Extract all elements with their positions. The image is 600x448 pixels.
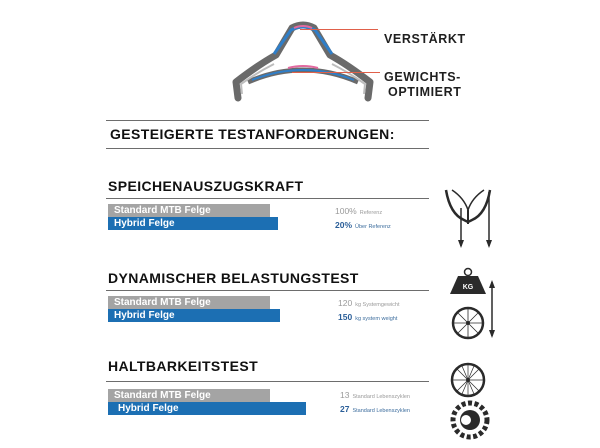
label-optimiert: OPTIMIERT <box>388 85 462 99</box>
section-rule-pullout <box>106 198 429 199</box>
value-label <box>338 298 400 311</box>
connector-line-top <box>300 29 378 30</box>
bar: Standard MTB Felge <box>108 204 270 217</box>
value-number: 27 <box>340 404 350 414</box>
label-gewichts: GEWICHTS- <box>384 70 461 84</box>
bar: Hybrid Felge <box>108 217 278 230</box>
value-number: 20% <box>335 220 353 230</box>
value-number: 13 <box>340 390 350 400</box>
section-rule-durability <box>106 381 429 382</box>
value-unit: Standard Lebenszyklen <box>352 408 410 414</box>
bar: Standard MTB Felge <box>108 296 270 309</box>
connector-line-bottom <box>292 72 380 73</box>
page-title: GESTEIGERTE TESTANFORDERUNGEN: <box>110 126 395 142</box>
durability-wheels-icon <box>446 360 496 442</box>
weight-on-wheel-icon <box>448 266 500 342</box>
value-number: 150 <box>338 312 353 322</box>
value-label <box>338 312 397 325</box>
bar: Standard MTB Felge <box>108 389 270 402</box>
section-rule-dynamic <box>106 290 429 291</box>
value-unit: Standard Lebenszyklen <box>352 394 410 400</box>
label-verstaerkt: VERSTÄRKT <box>384 32 466 46</box>
value-label <box>340 404 410 417</box>
kg-label: KG <box>462 284 474 291</box>
section-title-dynamic: DYNAMISCHER BELASTUNGSTEST <box>108 270 359 286</box>
top-rule <box>106 120 429 121</box>
title-rule <box>106 148 429 149</box>
value-label <box>335 206 382 219</box>
rim-pull-force-icon <box>440 180 496 252</box>
value-number: 120 <box>338 298 353 308</box>
value-label <box>340 390 410 403</box>
value-unit: kg system weight <box>355 316 398 322</box>
value-number: 100% <box>335 206 357 216</box>
bar: Hybrid Felge <box>108 402 306 415</box>
value-label <box>335 220 391 233</box>
rim-cross-section-icon <box>228 20 378 106</box>
bar: Hybrid Felge <box>108 309 280 322</box>
section-title-durability: HALTBARKEITSTEST <box>108 358 259 374</box>
value-unit: Referenz <box>359 210 383 216</box>
value-unit: kg Systemgewicht <box>355 302 400 308</box>
value-unit: Über Referenz <box>355 224 391 230</box>
section-title-pullout: SPEICHENAUSZUGSKRAFT <box>108 178 304 194</box>
